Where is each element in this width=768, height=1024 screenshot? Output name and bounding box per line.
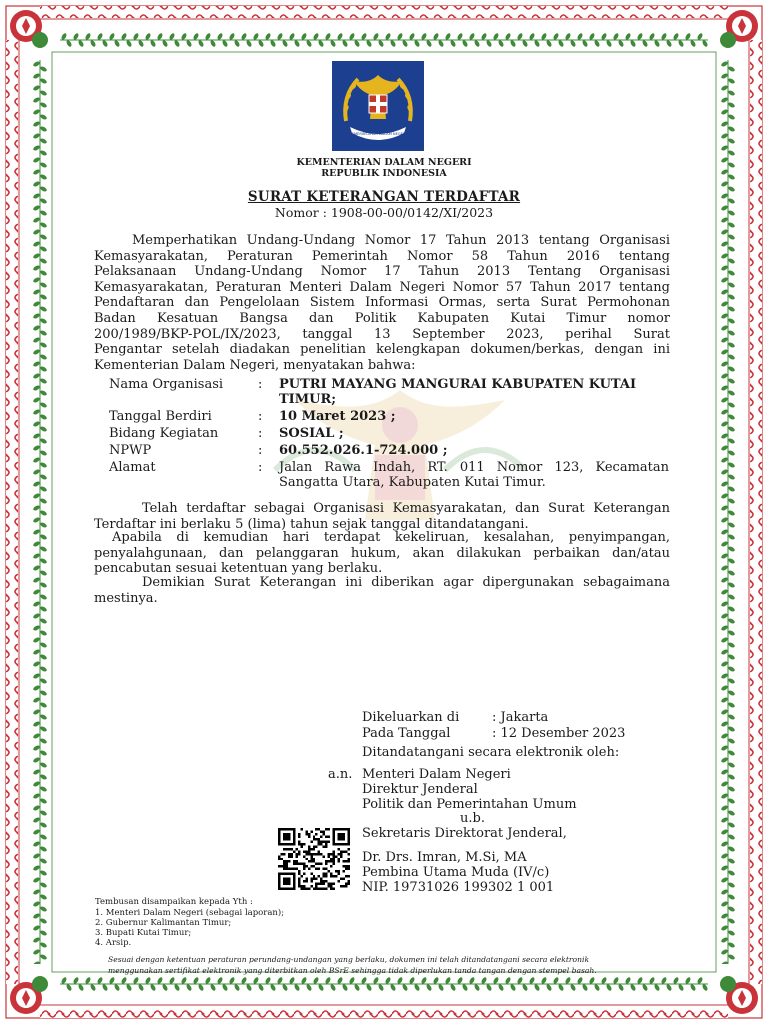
closing-paragraph	[94, 575, 670, 606]
validity-line: Terdaftar ini berlaku 5 (lima) tahun sejak tanggal ditandatangani.	[94, 516, 529, 532]
field-colon: :	[258, 460, 263, 475]
copies-item: 1. Menteri Dalam Negeri (sebagai laporan);	[95, 908, 285, 918]
intro-line: Pengantar setelah diadakan penelitian kelengkapan dokumen/berkas, dengan ini	[94, 342, 670, 358]
field-colon: :	[258, 409, 263, 424]
validity-line: Telah terdaftar sebagai Organisasi Kemasyarakatan, dan Surat Keterangan	[142, 501, 670, 516]
intro-line: Kemasyarakatan, Peraturan Pemerintah Nomor 58 Tahun 2016 tentang	[94, 248, 670, 264]
signed-electronically-note: Ditandatangani secara elektronik oleh:	[362, 745, 620, 760]
activity-field-label: Bidang Kegiatan	[109, 426, 219, 441]
ministry-name: KEMENTERIAN DALAM NEGERI	[296, 157, 472, 168]
ub-note: u.b.	[460, 811, 485, 826]
field-colon: :	[258, 377, 263, 392]
country-name: REPUBLIK INDONESIA	[321, 168, 447, 179]
issue-date-value: : 12 Desember 2023	[492, 726, 626, 741]
an-prefix: a.n.	[328, 767, 353, 782]
correction-line: penyalahgunaan, dan pelanggaran hukum, akan dilakukan perbaikan dan/atau	[94, 545, 670, 561]
intro-line: Pendaftaran dan Pengelolaan Sistem Informasi Ormas, serta Surat Permohonan	[94, 295, 670, 311]
validity-paragraph	[94, 501, 670, 532]
closing-line: mestinya.	[94, 590, 158, 606]
signer-office-line: Direktur Jenderal	[362, 782, 478, 797]
signer-position: Sekretaris Direktorat Jenderal,	[362, 826, 567, 841]
activity-field-value: SOSIAL ;	[279, 426, 344, 441]
signer-office-line: Politik dan Pemerintahan Umum	[362, 797, 577, 812]
signer-nip: NIP. 19731026 199302 1 001	[362, 880, 555, 895]
signer-name: Dr. Drs. Imran, M.Si, MA	[362, 850, 527, 865]
address-label: Alamat	[109, 460, 156, 475]
footnote-line: menggunakan sertifikat elektronik yang diterbitkan oleh BSrE sehingga tidak diperlukan tanda tangan dengan stempel basah.	[108, 966, 597, 975]
copies-heading: Tembusan disampaikan kepada Yth :	[95, 897, 253, 907]
correction-line: pencabutan sesuai ketentuan yang berlaku.	[94, 561, 383, 576]
intro-line: Badan Kesatuan Bangsa dan Politik Kabupaten Kutai Timur nomor	[94, 310, 670, 326]
organization-name-label: Nama Organisasi	[109, 377, 224, 392]
npwp-label: NPWP	[109, 443, 152, 458]
founded-date-value: 10 Maret 2023 ;	[279, 409, 396, 424]
intro-line: Kemasyarakatan, Peraturan Menteri Dalam Negeri Nomor 57 Tahun 2017 tentang	[94, 279, 670, 295]
signer-rank: Pembina Utama Muda (IV/c)	[362, 865, 550, 880]
issued-at-value: : Jakarta	[492, 710, 549, 725]
intro-line: Pelaksanaan Undang-Undang Nomor 17 Tahun 2013 Tentang Organisasi	[94, 264, 670, 280]
qr-code-icon[interactable]	[278, 828, 350, 890]
copies-item: 3. Bupati Kutai Timur;	[95, 928, 192, 938]
founded-date-label: Tanggal Berdiri	[109, 409, 212, 424]
intro-line: 200/1989/BKP-POL/IX/2023, tanggal 13 September 2023, perihal Surat	[94, 326, 670, 342]
correction-line: Apabila di kemudian hari terdapat kekeliruan, kesalahan, penyimpangan,	[112, 530, 670, 545]
intro-paragraph	[94, 233, 670, 373]
address-value: Jalan Rawa Indah, RT. 011 Nomor 123, Kecamatan Sangatta Utara, Kabupaten Kutai Timur.	[279, 460, 669, 490]
field-colon: :	[258, 443, 263, 458]
emblem-ribbon-text: PEMERINTAHAN DALAM NEGERI	[349, 132, 407, 136]
copies-item: 2. Gubernur Kalimantan Timur;	[95, 918, 232, 928]
closing-line: Demikian Surat Keterangan ini diberikan agar dipergunakan sebagaimana	[142, 575, 670, 590]
field-colon: :	[258, 426, 263, 441]
intro-line: Kementerian Dalam Negeri, menyatakan bahwa:	[94, 357, 416, 373]
copies-item: 4. Arsip.	[95, 938, 132, 948]
intro-line: Memperhatikan Undang-Undang Nomor 17 Tahun 2013 tentang Organisasi	[132, 233, 670, 248]
issued-at-label: Dikeluarkan di	[362, 710, 460, 725]
issue-date-label: Pada Tanggal	[362, 726, 451, 741]
organization-name-value: PUTRI MAYANG MANGURAI KABUPATEN KUTAI TIMUR;	[279, 377, 637, 407]
document-title: SURAT KETERANGAN TERDAFTAR	[247, 189, 521, 205]
garuda-emblem-icon	[332, 61, 424, 151]
signer-office-line: Menteri Dalam Negeri	[362, 767, 511, 782]
footnote-line: Sesuai dengan ketentuan peraturan perundang-undangan yang berlaku, dokumen ini telah ditandatangani secara elektronik	[108, 955, 590, 964]
npwp-value: 60.552.026.1-724.000 ;	[279, 443, 448, 458]
correction-paragraph	[94, 530, 670, 577]
document-number: Nomor : 1908-00-00/0142/XI/2023	[274, 205, 494, 220]
